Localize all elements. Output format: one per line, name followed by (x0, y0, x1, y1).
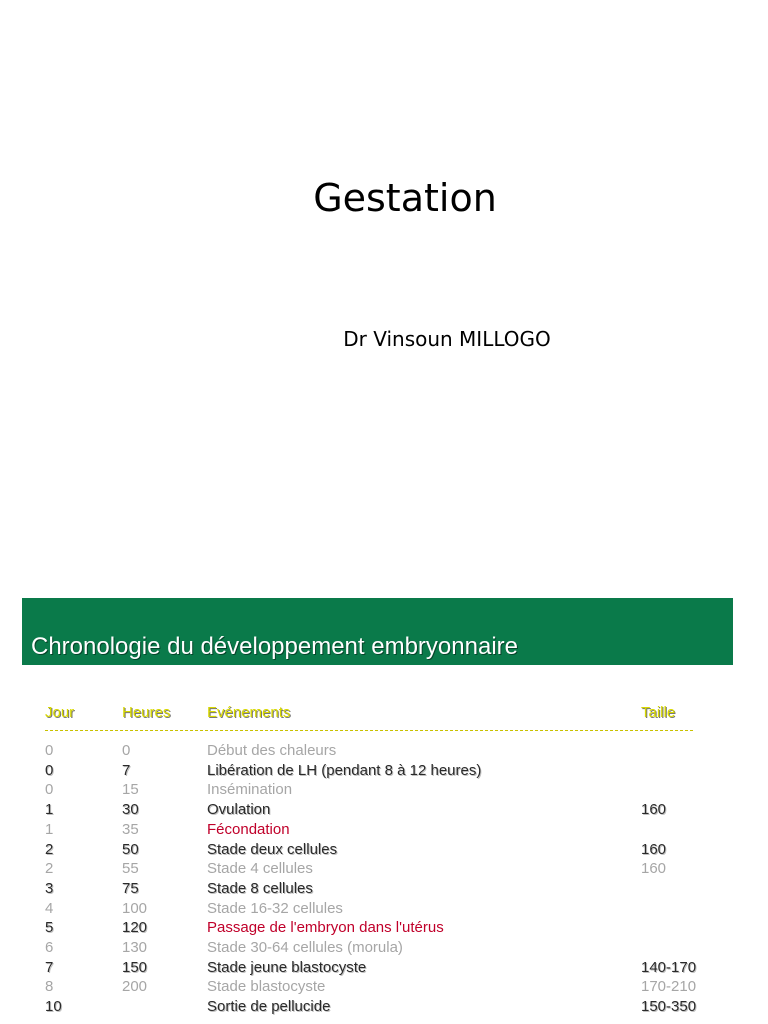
cell-event: Stade 4 cellules (207, 860, 313, 878)
cell-jour: 8 (45, 978, 54, 996)
cell-event: Début des chaleurs (207, 742, 337, 759)
cell-taille: 140-170 (641, 958, 697, 976)
cell-event: Stade 16-32 cellules (207, 899, 343, 917)
table-row (0, 840, 768, 860)
cell-jour: 6 (45, 939, 54, 956)
cell-event: Stade deux cellules (207, 840, 338, 858)
cell-event: Libération de LH (pendant 8 à 12 heures) (207, 761, 482, 779)
slide-title: Gestation (313, 176, 497, 220)
header-evenements: Evénements (207, 704, 291, 721)
cell-jour: 7 (45, 958, 54, 976)
cell-event: Sortie de pellucide (207, 998, 331, 1016)
cell-heures: 130 (122, 939, 148, 956)
table-row (0, 997, 768, 1017)
cell-event: Ovulation (207, 801, 271, 819)
cell-jour: 1 (45, 820, 54, 838)
cell-taille: 170-210 (641, 978, 697, 996)
table-row (0, 879, 768, 899)
cell-taille: 150-350 (641, 998, 697, 1016)
cell-heures: 120 (122, 919, 148, 937)
table-row (0, 820, 768, 840)
cell-jour: 0 (45, 781, 54, 799)
cell-heures: 200 (122, 978, 148, 996)
cell-heures: 35 (122, 820, 139, 838)
header-taille: Taille (641, 704, 676, 721)
table-row (0, 938, 768, 958)
cell-heures: 100 (122, 899, 148, 917)
table-row (0, 918, 768, 938)
cell-jour: 1 (45, 801, 54, 819)
header-jour: Jour (45, 704, 75, 721)
cell-heures: 55 (122, 860, 139, 878)
cell-event: Stade 30-64 cellules (morula) (207, 939, 403, 956)
cell-event: Insémination (207, 781, 293, 799)
section-banner (22, 598, 733, 665)
cell-heures: 50 (122, 840, 139, 858)
cell-jour: 5 (45, 919, 54, 937)
cell-event: Stade jeune blastocyste (207, 958, 367, 976)
cell-event: Passage de l'embryon dans l'utérus (207, 919, 444, 937)
table-row (0, 761, 768, 781)
cell-jour: 4 (45, 899, 54, 917)
cell-jour: 3 (45, 879, 54, 897)
banner-title: Chronologie du développement embryonnaire (31, 633, 518, 660)
table-row (0, 899, 768, 919)
cell-heures: 0 (122, 742, 131, 759)
cell-jour: 0 (45, 761, 54, 779)
cell-jour: 0 (45, 742, 54, 759)
table-row (0, 958, 768, 978)
cell-heures: 150 (122, 958, 148, 976)
table-row (0, 977, 768, 997)
cell-event: Stade blastocyste (207, 978, 326, 996)
cell-jour: 10 (45, 998, 62, 1016)
cell-jour: 2 (45, 840, 54, 858)
slide-subtitle: Dr Vinsoun MILLOGO (343, 327, 551, 351)
cell-taille: 160 (641, 860, 667, 878)
cell-event: Fécondation (207, 820, 290, 838)
cell-event: Stade 8 cellules (207, 879, 313, 897)
table-row (0, 800, 768, 820)
table-header (0, 703, 768, 723)
cell-jour: 2 (45, 860, 54, 878)
table-row (0, 859, 768, 879)
table-row (0, 780, 768, 800)
cell-taille: 160 (641, 840, 667, 858)
header-heures: Heures (122, 704, 171, 721)
cell-taille: 160 (641, 801, 667, 819)
cell-heures: 15 (122, 781, 139, 799)
header-separator (45, 730, 693, 731)
cell-heures: 7 (122, 761, 131, 779)
cell-heures: 30 (122, 801, 139, 819)
table-row (0, 741, 768, 761)
cell-heures: 75 (122, 879, 139, 897)
